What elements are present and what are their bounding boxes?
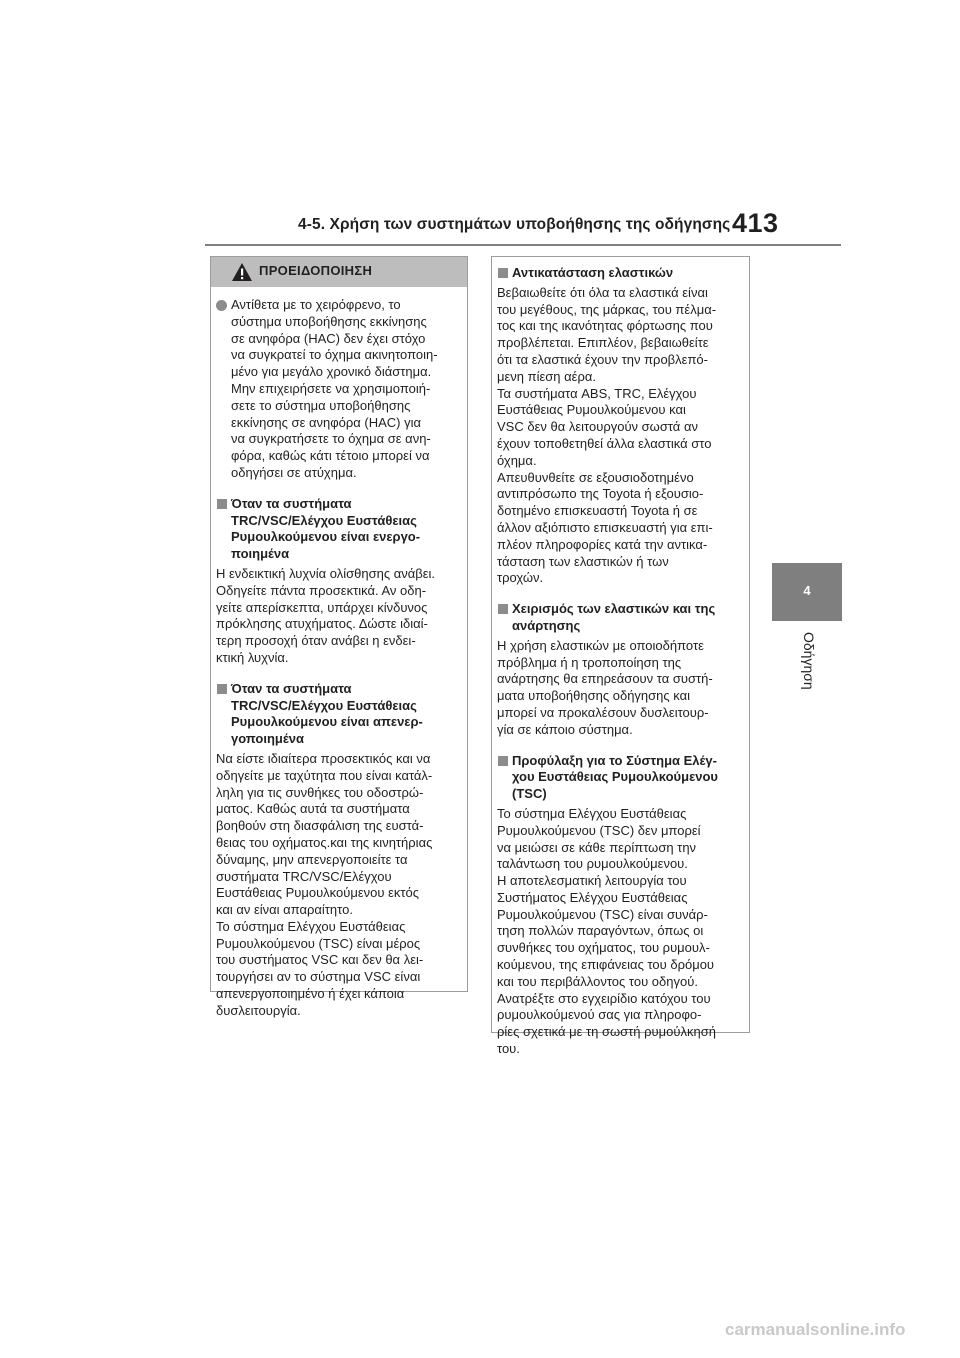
section-body-line: Το σύστημα Ελέγχου Ευστάθειας — [216, 918, 406, 934]
section-heading-line: Προφύλαξη για το Σύστημα Ελέγ- — [512, 752, 717, 768]
section-body-line: τηση πολλών παραγόντων, όπως οι — [497, 923, 704, 939]
section-body-line: κτική λυχνία. — [216, 649, 289, 665]
section-body-line: Τα συστήματα ABS, TRC, Ελέγχου — [497, 385, 697, 401]
section-body-line: όχημα. — [497, 452, 537, 468]
section-body-line: μενη πίεση αέρα. — [497, 368, 596, 384]
section-heading-line: TRC/VSC/Ελέγχου Ευστάθειας — [231, 697, 417, 713]
section-body-line: Οδηγείτε πάντα προσεκτικά. Αν οδη- — [216, 582, 427, 598]
square-bullet-icon — [498, 268, 508, 278]
section-body-line: συστήματα TRC/VSC/Ελέγχου — [216, 868, 392, 884]
section-body-line: ανάρτησης θα επηρεάσουν τα συστή- — [497, 671, 713, 687]
section-body-line: Απευθυνθείτε σε εξουσιοδοτημένο — [497, 469, 694, 485]
section-body-line: θειας του οχήματος.και της κινητήριας — [216, 834, 433, 850]
warning-bullet-line: φόρα, καθώς κάτι τέτοιο μπορεί να — [231, 448, 430, 464]
warning-bullet-item — [216, 297, 462, 482]
section-body-line: Η ενδεικτική λυχνία ολίσθησης ανάβει. — [216, 565, 436, 581]
info-box — [491, 256, 750, 1057]
section-body-line: τερη προσοχή όταν ανάβει η ενδει- — [216, 633, 416, 649]
section-heading-line: Ρυμουλκούμενου είναι απενερ- — [231, 714, 423, 730]
section — [497, 753, 743, 1058]
section-body-line: ματα υποβοήθησης οδήγησης και — [497, 688, 691, 704]
section — [216, 681, 462, 1020]
square-bullet-icon — [498, 604, 508, 614]
section-body-line: δυσλειτουργία. — [216, 1002, 301, 1018]
warning-bullet-text — [231, 297, 462, 482]
warning-bullet-line: Αντίθετα με το χειρόφρενο, το — [231, 297, 401, 312]
section-heading-line: Όταν τα συστήματα — [231, 680, 352, 696]
section-body — [216, 751, 462, 1020]
section-heading — [497, 753, 743, 803]
section-body-line: τάσταση των ελαστικών ή των — [497, 553, 669, 569]
section-body — [497, 638, 743, 739]
square-bullet-icon — [498, 756, 508, 766]
bullet-dot-icon — [216, 300, 227, 311]
section — [497, 601, 743, 738]
section-heading-line: Αντικατάσταση ελαστικών — [512, 265, 674, 280]
warning-header — [211, 257, 467, 287]
section-body-line: συνθήκες του οχήματος, του ρυμουλ- — [497, 940, 710, 956]
section-heading-line: Όταν τα συστήματα — [231, 495, 352, 511]
warning-content — [216, 297, 462, 1020]
section-heading-line: TRC/VSC/Ελέγχου Ευστάθειας — [231, 512, 417, 528]
section-body-line: Ευστάθειας Ρυμουλκούμενου και — [497, 402, 686, 418]
section-body-line: δύναμης, μην απενεργοποιείτε τα — [216, 851, 408, 867]
section-heading — [497, 265, 743, 282]
section-body-line: πλέον πληροφορίες κατά την αντικα- — [497, 536, 708, 552]
section — [497, 265, 743, 587]
section-heading — [216, 496, 462, 563]
chapter-number: 4 — [803, 583, 811, 598]
section-body-line: του μεγέθους, της μάρκας, του πέλμα- — [497, 301, 717, 317]
warning-bullet-line: σύστημα υποβοήθησης εκκίνησης — [231, 313, 427, 329]
section-heading — [216, 681, 462, 748]
warning-title: ΠΡΟΕΙΔΟΠΟΙΗΣΗ — [259, 263, 373, 278]
section-body-line: Η αποτελεσματική λειτουργία του — [497, 873, 687, 889]
section-body-line: Ρυμουλκούμενου (TSC) είναι μέρος — [216, 935, 421, 951]
warning-bullet-line: οδηγήσει σε ατύχημα. — [231, 464, 357, 480]
warning-bullet-line: να συγκρατήσετε το όχημα σε ανη- — [231, 431, 431, 447]
section-body-line: τουργήσει αν το σύστημα VSC είναι — [216, 969, 421, 985]
square-bullet-icon — [217, 684, 227, 694]
section-heading-line: Χειρισμός των ελαστικών και της — [512, 601, 716, 617]
section-body-line: οδηγείτε με ταχύτητα που είναι κατάλ- — [216, 767, 433, 783]
chapter-name: Οδήγηση — [801, 632, 817, 690]
section-body-line: έχουν τοποθετηθεί άλλα ελαστικά στο — [497, 435, 712, 451]
section-body-line: Βεβαιωθείτε ότι όλα τα ελαστικά είναι — [497, 284, 708, 300]
section-body-line: τος και της ικανότητας φόρτωσης που — [497, 318, 713, 334]
chapter-tab — [772, 563, 842, 621]
section-body-line: ληλη για τις συνθήκες του οδοστρώ- — [216, 784, 424, 800]
section-body-line: γείτε απερίσκεπτα, υπάρχει κίνδυνος — [216, 599, 428, 615]
section-body-line: Ρυμουλκούμενου (TSC) είναι συνάρ- — [497, 906, 708, 922]
warning-bullet-line: μένο για μεγάλο χρονικό διάστημα. — [231, 364, 432, 380]
warning-bullet-line: Μην επιχειρήσετε να χρησιμοποιή- — [231, 380, 431, 396]
warning-bullet-line: εκκίνησης σε ανηφόρα (HAC) για — [231, 414, 422, 430]
section-body-line: VSC δεν θα λειτουργούν σωστά αν — [497, 419, 698, 435]
section-body-line: αντιπρόσωπο της Toyota ή εξουσιο- — [497, 486, 704, 502]
section-heading-line: Ρυμουλκούμενου είναι ενεργο- — [231, 529, 421, 545]
section-body-line: και αν είναι απαραίτητο. — [216, 902, 353, 918]
section-body-line: του συστήματος VSC και δεν θα λει- — [216, 952, 424, 968]
section-body — [497, 285, 743, 587]
section-body-line: ότι τα ελαστικά έχουν την προβλεπό- — [497, 351, 708, 367]
warning-box — [210, 256, 468, 1018]
section-body-line: του. — [497, 1041, 520, 1057]
section-heading-line: (TSC) — [512, 786, 547, 802]
info-sections — [497, 265, 743, 1058]
warning-bullet-line: να συγκρατεί το όχημα ακινητοποιη- — [231, 347, 438, 363]
section-body — [497, 806, 743, 1058]
square-bullet-icon — [217, 499, 227, 509]
section-heading — [497, 601, 743, 635]
section-body-line: Η χρήση ελαστικών με οποιοδήποτε — [497, 637, 704, 653]
section-body-line: ρυμουλκούμενού σας για πληροφο- — [497, 1007, 702, 1023]
running-header-title: 4-5. Χρήση των συστημάτων υποβοήθησης της οδήγησης — [298, 216, 731, 233]
section-body-line: Συστήματος Ελέγχου Ευστάθειας — [497, 889, 688, 905]
section-heading-line: ποιημένα — [231, 546, 290, 562]
section-body-line: Ευστάθειας Ρυμουλκούμενου εκτός — [216, 885, 420, 901]
section-body-line: βοηθούν στη διασφάλιση της ευστά- — [216, 818, 424, 834]
page-number: 413 — [732, 208, 779, 238]
section-body-line: να μειώσει σε κάθε περίπτωση την — [497, 839, 697, 855]
section-body-line: πρόκλησης ατυχήματος. Δώστε ιδιαί- — [216, 616, 428, 632]
warning-bullet-line: σε ανηφόρα (HAC) δεν έχει στόχο — [231, 330, 426, 346]
section-body-line: δοτημένο επισκευαστή Toyota ή σε — [497, 503, 698, 519]
section-heading-line: χου Ευστάθειας Ρυμουλκούμενου — [512, 769, 718, 785]
section-body-line: Το σύστημα Ελέγχου Ευστάθειας — [497, 805, 687, 821]
section-heading-line: γοποιημένα — [231, 731, 304, 747]
section-body-line: απενεργοποιημένο ή έχει κάποια — [216, 986, 405, 1002]
section-body-line: τροχών. — [497, 570, 544, 586]
section-body-line: γία σε κάποιο σύστημα. — [497, 721, 633, 737]
section-body-line: προβλέπεται. Επιπλέον, βεβαιωθείτε — [497, 335, 709, 351]
section-body-line: Να είστε ιδιαίτερα προσεκτικός και να — [216, 750, 431, 766]
warning-bullet-line: σετε το σύστημα υποβοήθησης — [231, 397, 411, 413]
section-body-line: και του περιβάλλοντος του οδηγού. — [497, 973, 698, 989]
section — [216, 496, 462, 667]
section-heading-line: ανάρτησης — [512, 617, 581, 633]
header-divider — [205, 244, 841, 246]
section-body — [216, 566, 462, 667]
section-body-line: κούμενου, της επιφάνειας του δρόμου — [497, 957, 715, 973]
section-body-line: ρίες σχετικά με τη σωστή ρυμούλκησή — [497, 1024, 716, 1040]
warning-sections — [216, 496, 462, 1020]
section-body-line: πρόβλημα ή η τροποποίηση της — [497, 654, 682, 670]
section-body-line: Ρυμουλκούμενου (TSC) δεν μπορεί — [497, 822, 701, 838]
section-body-line: ταλάντωση του ρυμουλκούμενου. — [497, 856, 688, 872]
watermark: carmanualsonline.info — [725, 1320, 906, 1339]
section-body-line: άλλον αξιόπιστο επισκευαστή για επι- — [497, 519, 713, 535]
section-body-line: μπορεί να προκαλέσουν δυσλειτουρ- — [497, 704, 709, 720]
section-body-line: Ανατρέξτε στο εγχειρίδιο κατόχου του — [497, 990, 711, 1006]
section-body-line: ματος. Καθώς αυτά τα συστήματα — [216, 801, 410, 817]
warning-triangle-icon — [231, 262, 253, 282]
